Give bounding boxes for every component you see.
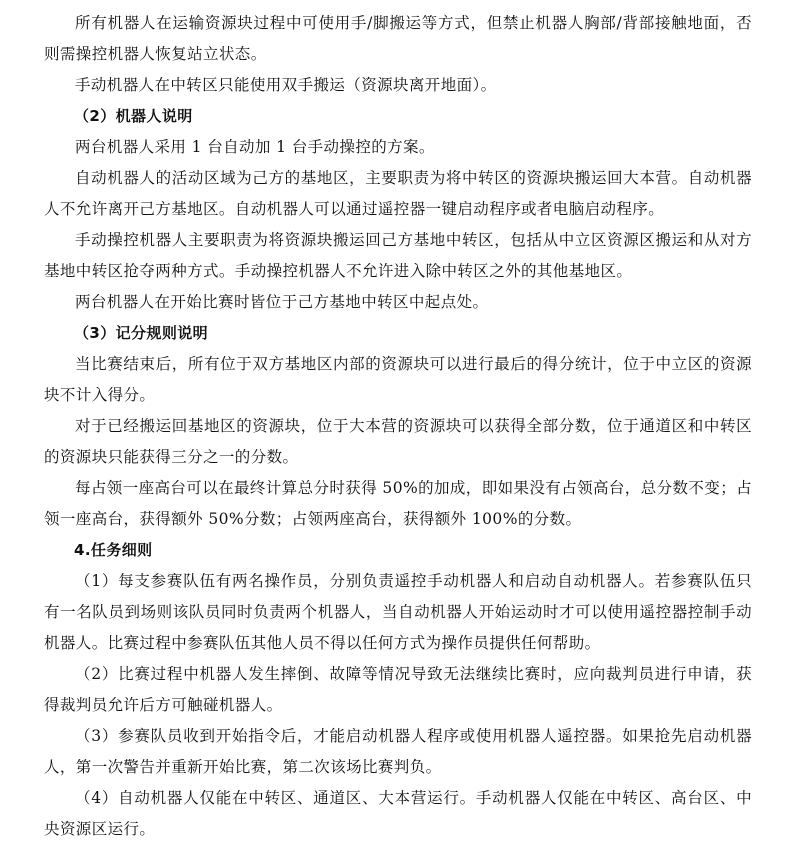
- paragraph-manual-robot-duty: 手动操控机器人主要职责为将资源块搬运回己方基地中转区，包括从中立区资源区搬运和从对方基地中转区抢夺两种方式。手动操控机器人不允许进入除中转区之外的其他基地区。: [44, 231, 752, 280]
- section-heading-robot-description: （2）机器人说明: [74, 107, 193, 125]
- paragraph-task-robot-fault: （2）比赛过程中机器人发生摔倒、故障等情况导致无法继续比赛时，应向裁判员进行申请，获得裁判员允许后方可触碰机器人。: [44, 665, 752, 714]
- paragraph-task-robot-zones: （4）自动机器人仅能在中转区、通道区、大本营运行。手动机器人仅能在中转区、高台区、中央资源区运行。: [44, 789, 752, 838]
- paragraph-scoring-platform-bonus: 每占领一座高台可以在最终计算总分时获得 50%的加成，即如果没有占领高台，总分数不变；占领一座高台，获得额外 50%分数；占领两座高台，获得额外 100%的分数。: [44, 479, 752, 528]
- paragraph-robot-scheme: 两台机器人采用 1 台自动加 1 台手动操控的方案。: [75, 138, 435, 156]
- section-heading-task-details: 4.任务细则: [74, 541, 153, 559]
- paragraph-scoring-end: 当比赛结束后，所有位于双方基地区内部的资源块可以进行最后的得分统计，位于中立区的资源块不计入得分。: [44, 355, 752, 404]
- paragraph-start-position: 两台机器人在开始比赛时皆位于己方基地中转区中起点处。: [75, 293, 489, 311]
- section-heading-scoring-rules: （3）记分规则说明: [74, 324, 209, 342]
- paragraph-scoring-zones: 对于已经搬运回基地区的资源块，位于大本营的资源块可以获得全部分数，位于通道区和中转区的资源块只能获得三分之一的分数。: [44, 417, 752, 466]
- paragraph-task-start-command: （3）参赛队员收到开始指令后，才能启动机器人程序或使用机器人遥控器。如果抢先启动机器人，第一次警告并重新开始比赛，第二次该场比赛判负。: [44, 727, 752, 776]
- paragraph-robot-transport-rule: 所有机器人在运输资源块过程中可使用手/脚搬运等方式，但禁止机器人胸部/背部接触地面，否则需操控机器人恢复站立状态。: [44, 14, 752, 63]
- paragraph-auto-robot-area: 自动机器人的活动区域为己方的基地区，主要职责为将中转区的资源块搬运回大本营。自动机器人不允许离开己方基地区。自动机器人可以通过遥控器一键启动程序或者电脑启动程序。: [44, 169, 752, 218]
- paragraph-manual-robot-carry: 手动机器人在中转区只能使用双手搬运（资源块离开地面）。: [75, 76, 497, 94]
- document-page: [44, 8, 752, 845]
- paragraph-task-operators: （1）每支参赛队伍有两名操作员，分别负责遥控手动机器人和启动自动机器人。若参赛队伍只有一名队员到场则该队员同时负责两个机器人，当自动机器人开始运动时才可以使用遥控器控制手动机器人。比赛过程中参赛队伍其他人员不得以任何方式为操作员提供任何帮助。: [44, 572, 752, 652]
